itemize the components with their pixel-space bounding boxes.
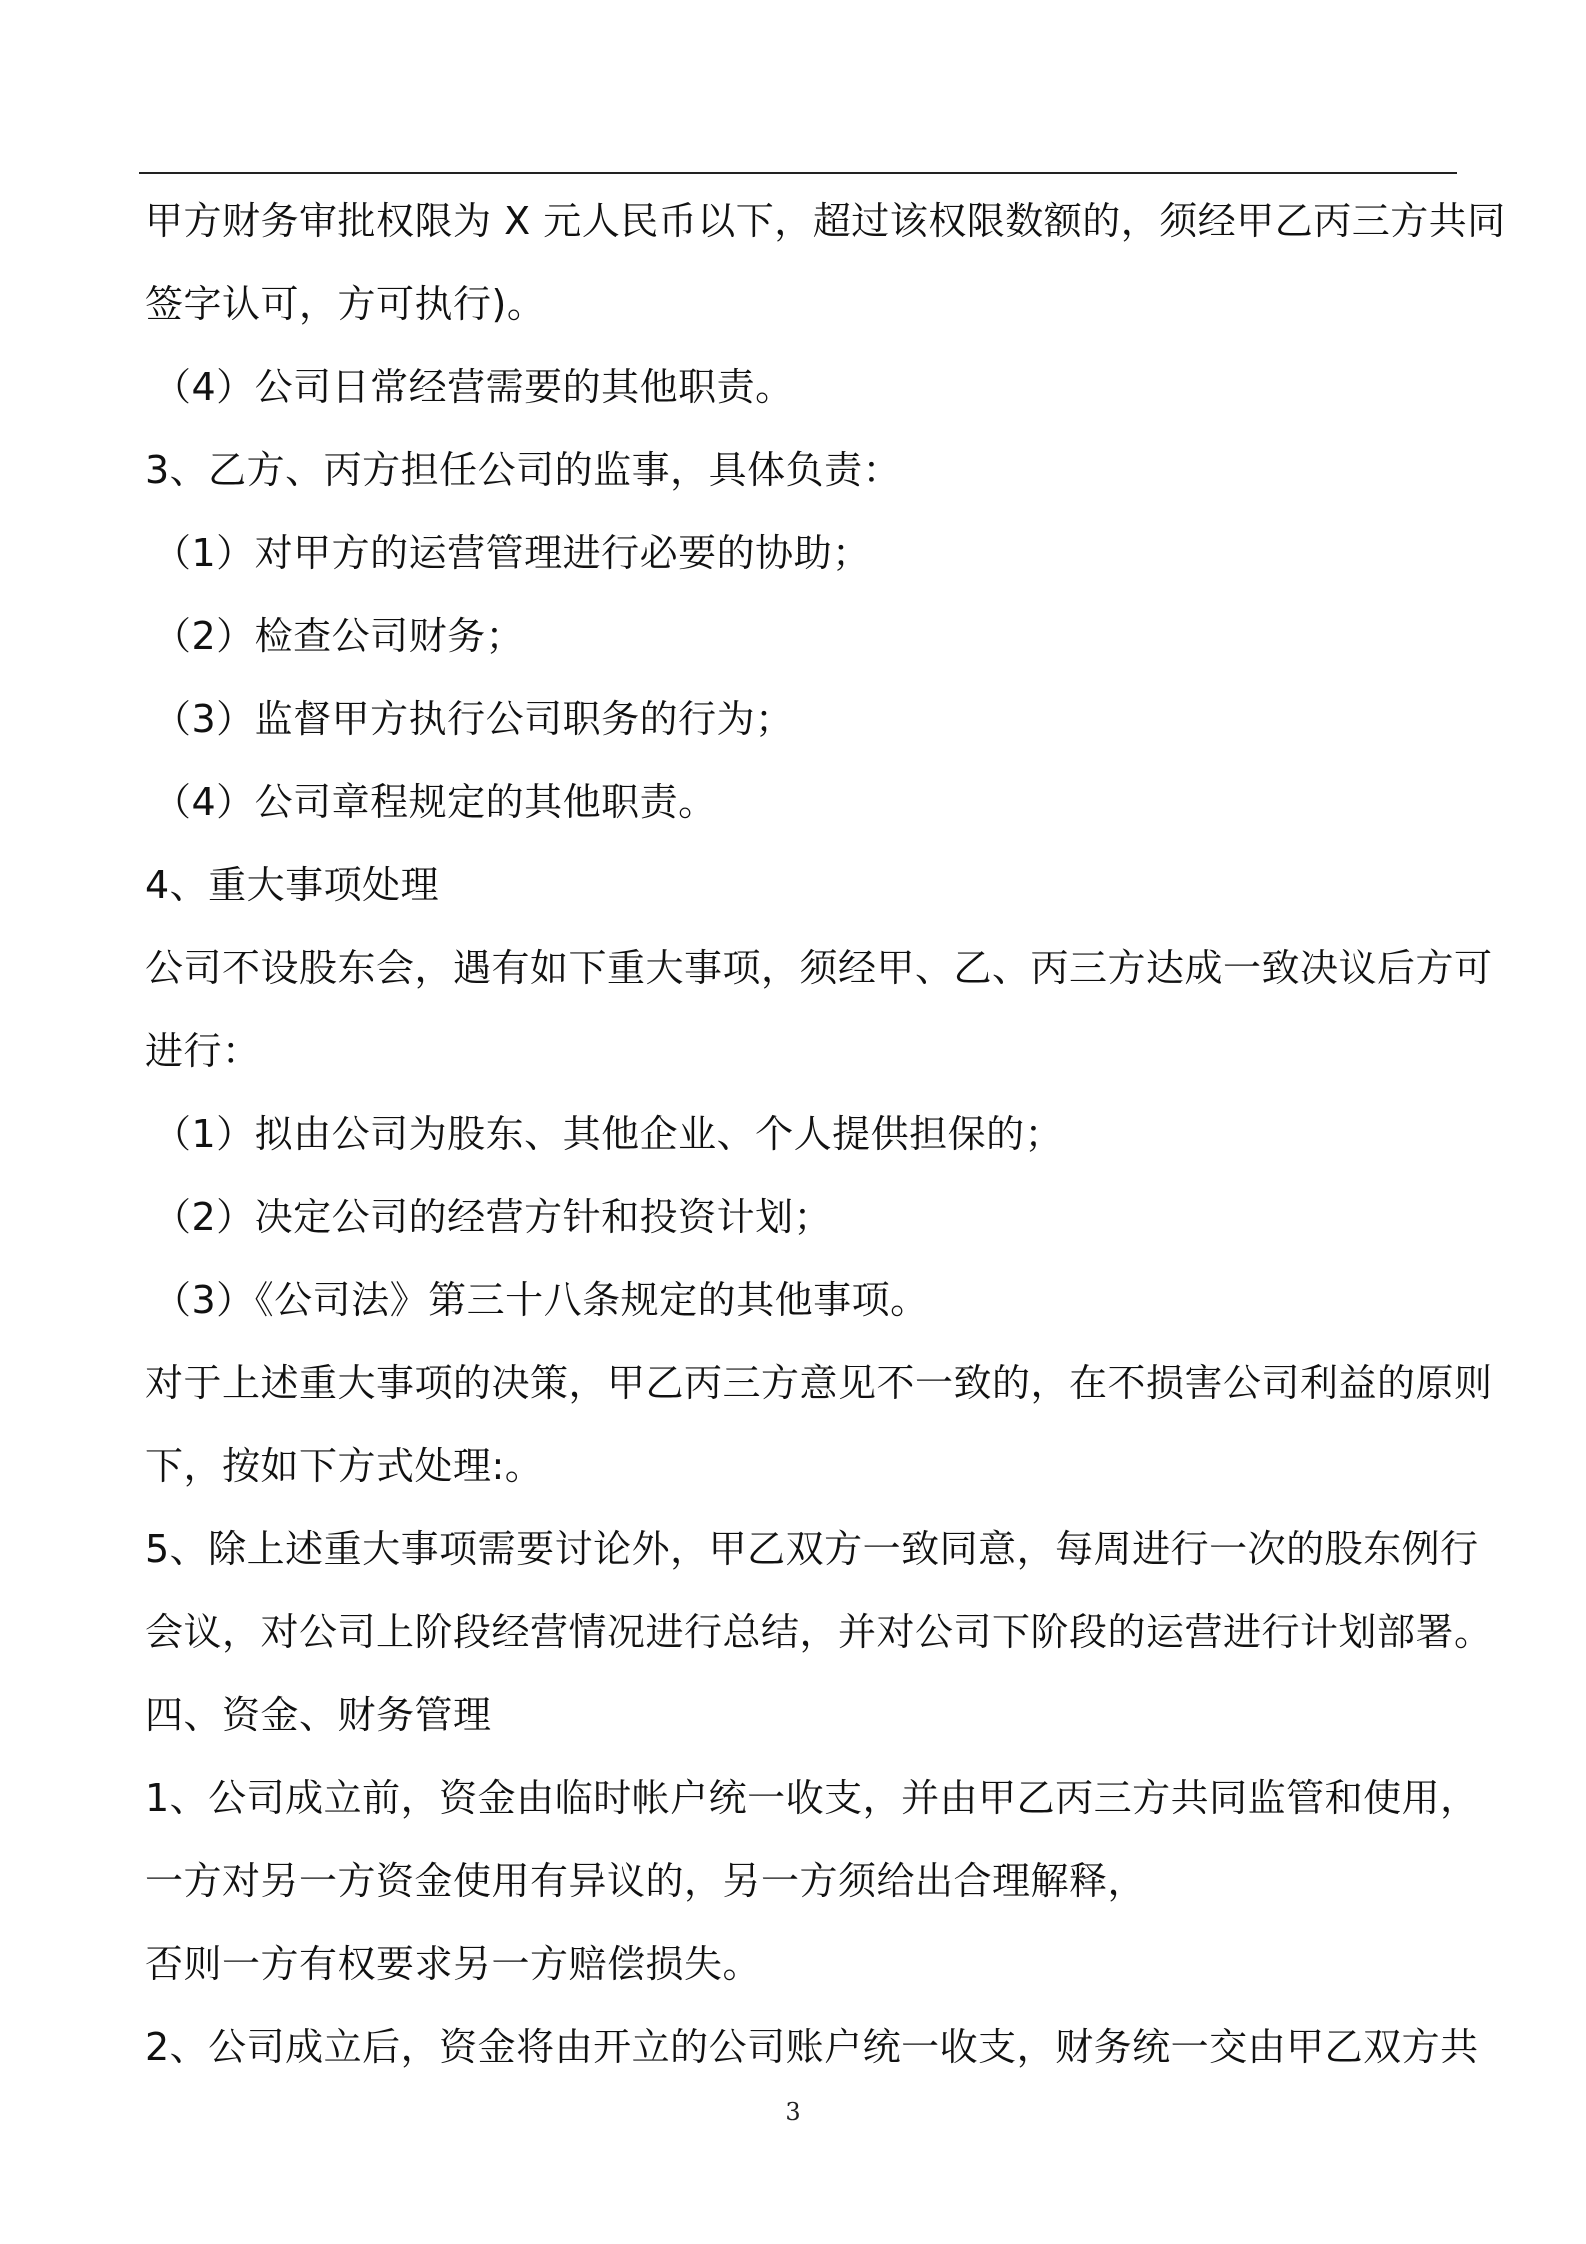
- document-body: [145, 180, 1506, 2089]
- body-line: 进行：: [145, 1029, 261, 1073]
- body-line: 签字认可，方可执行)。: [145, 282, 546, 326]
- page-number: 3: [785, 2098, 801, 2126]
- list-item: （1）拟由公司为股东、其他企业、个人提供担保的；: [153, 1112, 1064, 1156]
- section-heading: 1、公司成立前，资金由临时帐户统一收支，并由甲乙丙三方共同监管和使用，: [145, 1776, 1479, 1820]
- section-heading: 4、重大事项处理: [145, 863, 440, 907]
- list-item: （4）公司日常经营需要的其他职责。: [153, 365, 794, 409]
- list-item: （1）对甲方的运营管理进行必要的协助；: [153, 531, 871, 575]
- section-heading: 3、乙方、丙方担任公司的监事，具体负责：: [145, 448, 902, 492]
- section-heading: 5、除上述重大事项需要讨论外，甲乙双方一致同意，每周进行一次的股东例行: [145, 1527, 1479, 1571]
- section-heading: 2、公司成立后，资金将由开立的公司账户统一收支，财务统一交由甲乙双方共: [145, 2025, 1479, 2069]
- body-line: 否则一方有权要求另一方赔偿损失。: [145, 1942, 762, 1986]
- body-line: 对于上述重大事项的决策，甲乙丙三方意见不一致的，在不损害公司利益的原则: [145, 1361, 1493, 1405]
- list-item: （2）决定公司的经营方针和投资计划；: [153, 1195, 833, 1239]
- list-item: （3）《公司法》第三十八条规定的其他事项。: [153, 1278, 929, 1322]
- chapter-heading: 四、资金、财务管理: [145, 1693, 492, 1737]
- list-item: （4）公司章程规定的其他职责。: [153, 780, 717, 824]
- body-line: 公司不设股东会，遇有如下重大事项，须经甲、乙、丙三方达成一致决议后方可: [145, 946, 1493, 990]
- body-line: 会议，对公司上阶段经营情况进行总结，并对公司下阶段的运营进行计划部署。: [145, 1610, 1493, 1654]
- body-line: 一方对另一方资金使用有异议的，另一方须给出合理解释，: [145, 1859, 1147, 1903]
- list-item: （3）监督甲方执行公司职务的行为；: [153, 697, 794, 741]
- header-rule: [139, 172, 1457, 174]
- list-item: （2）检查公司财务；: [153, 614, 525, 658]
- body-line: 下，按如下方式处理:。: [145, 1444, 544, 1488]
- body-line: 甲方财务审批权限为 X 元人民币以下，超过该权限数额的，须经甲乙丙三方共同: [145, 199, 1506, 243]
